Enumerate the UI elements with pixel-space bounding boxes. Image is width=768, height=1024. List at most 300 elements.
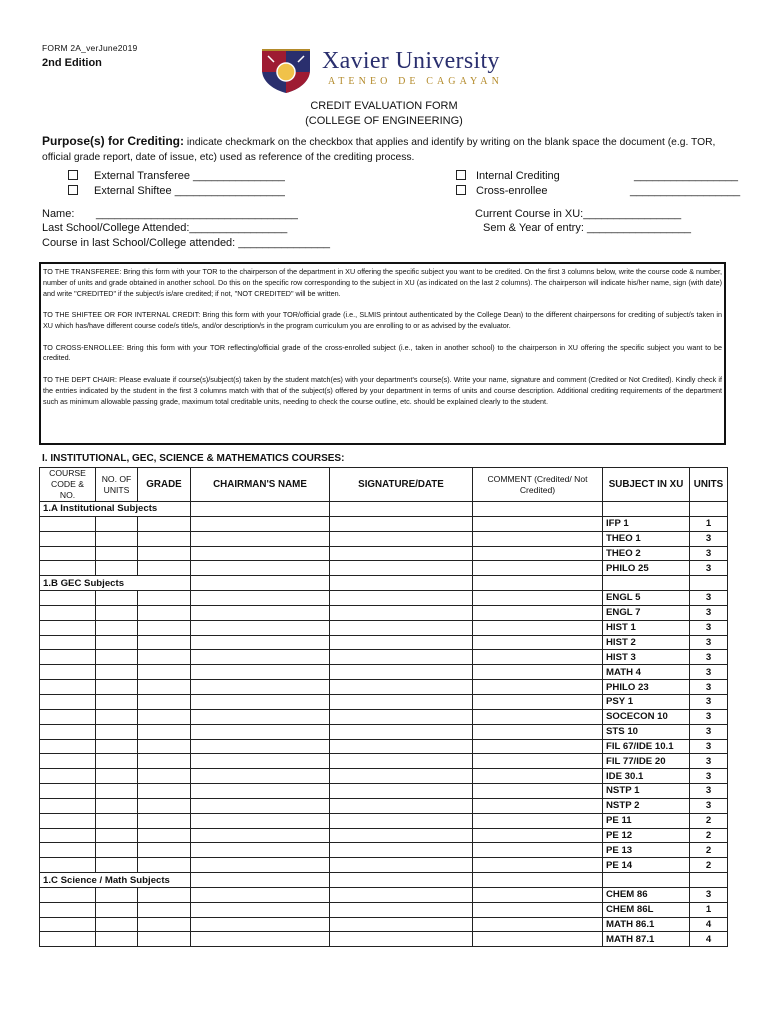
subject-in-xu-cell: MATH 4 bbox=[603, 665, 690, 680]
units-cell: 3 bbox=[690, 739, 728, 754]
chairman-cell[interactable] bbox=[191, 694, 330, 709]
comment-cell[interactable] bbox=[473, 754, 603, 769]
signature-cell[interactable] bbox=[330, 798, 473, 813]
comment-cell[interactable] bbox=[473, 873, 603, 888]
table-row bbox=[40, 798, 728, 813]
grade-cell[interactable] bbox=[138, 917, 191, 932]
subject-in-xu-cell: THEO 2 bbox=[603, 546, 690, 561]
university-subtitle: ATENEO DE CAGAYAN bbox=[328, 76, 503, 87]
grade-cell[interactable] bbox=[138, 798, 191, 813]
signature-cell[interactable] bbox=[330, 546, 473, 561]
no-units-cell[interactable] bbox=[96, 754, 138, 769]
course-code-cell[interactable] bbox=[40, 694, 96, 709]
col-subject-xu: SUBJECT IN XU bbox=[603, 468, 690, 502]
units-cell: 3 bbox=[690, 531, 728, 546]
course-code-cell[interactable] bbox=[40, 754, 96, 769]
grade-cell[interactable] bbox=[138, 620, 191, 635]
chairman-cell[interactable] bbox=[191, 724, 330, 739]
col-chairman: CHAIRMAN'S NAME bbox=[191, 468, 330, 502]
name-field[interactable]: _________________________________ bbox=[96, 208, 298, 220]
internal-crediting-checkbox[interactable] bbox=[456, 170, 466, 180]
course-code-cell[interactable] bbox=[40, 724, 96, 739]
signature-cell[interactable] bbox=[330, 754, 473, 769]
course-last-school-field[interactable]: Course in last School/College attended: _______________ bbox=[42, 237, 331, 249]
col-signature: SIGNATURE/DATE bbox=[330, 468, 473, 502]
subject-in-xu-cell: FIL 77/IDE 20 bbox=[603, 754, 690, 769]
signature-cell[interactable] bbox=[330, 739, 473, 754]
table-row bbox=[40, 858, 728, 873]
grade-cell[interactable] bbox=[138, 709, 191, 724]
chairman-cell[interactable] bbox=[191, 635, 330, 650]
chairman-cell[interactable] bbox=[191, 887, 330, 902]
course-code-cell[interactable] bbox=[40, 784, 96, 799]
no-units-cell[interactable] bbox=[96, 828, 138, 843]
group-label: 1.B GEC Subjects bbox=[40, 576, 138, 591]
units-cell: 3 bbox=[690, 798, 728, 813]
comment-cell[interactable] bbox=[473, 724, 603, 739]
course-code-cell[interactable] bbox=[40, 887, 96, 902]
grade-cell[interactable] bbox=[138, 739, 191, 754]
no-units-cell[interactable] bbox=[96, 798, 138, 813]
grade-cell[interactable] bbox=[138, 902, 191, 917]
col-grade: GRADE bbox=[138, 468, 191, 502]
university-logo bbox=[258, 48, 540, 94]
signature-cell[interactable] bbox=[330, 828, 473, 843]
college-title: (COLLEGE OF ENGINEERING) bbox=[305, 115, 463, 127]
subject-in-xu-cell: HIST 1 bbox=[603, 620, 690, 635]
table-row bbox=[40, 680, 728, 695]
comment-cell[interactable] bbox=[473, 887, 603, 902]
chairman-cell[interactable] bbox=[191, 858, 330, 873]
no-units-cell[interactable] bbox=[96, 635, 138, 650]
purpose-section bbox=[42, 134, 732, 165]
table-row bbox=[40, 932, 728, 947]
signature-cell[interactable] bbox=[330, 502, 473, 517]
table-row bbox=[40, 902, 728, 917]
chairman-cell[interactable] bbox=[191, 709, 330, 724]
comment-cell[interactable] bbox=[473, 576, 603, 591]
no-units-cell[interactable] bbox=[96, 902, 138, 917]
signature-cell[interactable] bbox=[330, 769, 473, 784]
crest-icon bbox=[258, 48, 314, 94]
chairman-cell[interactable] bbox=[191, 873, 330, 888]
cross-enrollee-blank[interactable]: __________________ bbox=[630, 185, 741, 197]
grade-cell[interactable] bbox=[138, 887, 191, 902]
signature-cell[interactable] bbox=[330, 858, 473, 873]
no-units-cell[interactable] bbox=[96, 680, 138, 695]
grade-cell[interactable] bbox=[138, 769, 191, 784]
course-code-cell[interactable] bbox=[40, 650, 96, 665]
comment-cell[interactable] bbox=[473, 709, 603, 724]
chairman-cell[interactable] bbox=[191, 813, 330, 828]
table-row bbox=[40, 709, 728, 724]
units-cell: 3 bbox=[690, 784, 728, 799]
grade-cell[interactable] bbox=[138, 724, 191, 739]
comment-cell[interactable] bbox=[473, 665, 603, 680]
units-cell: 2 bbox=[690, 858, 728, 873]
subject-in-xu-cell: NSTP 1 bbox=[603, 784, 690, 799]
comment-cell[interactable] bbox=[473, 813, 603, 828]
table-row bbox=[40, 576, 728, 591]
units-cell: 3 bbox=[690, 650, 728, 665]
comment-cell[interactable] bbox=[473, 828, 603, 843]
grade-cell[interactable] bbox=[138, 576, 191, 591]
option-cross-enrollee[interactable] bbox=[456, 185, 548, 197]
course-code-cell[interactable] bbox=[40, 605, 96, 620]
comment-cell[interactable] bbox=[473, 739, 603, 754]
cross-enrollee-label: Cross-enrollee bbox=[476, 185, 548, 197]
subject-in-xu-cell: PE 12 bbox=[603, 828, 690, 843]
no-units-cell[interactable] bbox=[96, 591, 138, 606]
units-cell: 1 bbox=[690, 516, 728, 531]
no-units-cell[interactable] bbox=[96, 813, 138, 828]
comment-cell[interactable] bbox=[473, 650, 603, 665]
instruction-transferee: TO THE TRANSFEREE: Bring this form with your TOR to the chairperson of the department in XU offering the specific subject you want to be credited. On the first 3 columns below, write the course code & number, number of units and grade obtained in another school. Do this on the specific row corresponding to the subject in XU (as indicated on the last 2 columns). The chairperson will indicate his/her name, sign (with date) and write "CREDITED" if the subject/s is/are credited; if not, "NOT CREDITED" will be written. bbox=[43, 267, 722, 298]
table-row bbox=[40, 917, 728, 932]
chairman-cell[interactable] bbox=[191, 591, 330, 606]
course-code-cell[interactable] bbox=[40, 917, 96, 932]
instruction-shiftee: TO THE SHIFTEE OR FOR INTERNAL CREDIT: Bring this form with your TOR/official grade (i.e., SLMIS printout authenticated by the College Dean) to the different chairpersons for crediting of subject/s taken in XU which has/have different course code/s title/s, and/or description/s in the program curriculum you are enrolling to or as advised by the evaluator. bbox=[43, 310, 722, 331]
cross-enrollee-checkbox[interactable] bbox=[456, 185, 466, 195]
table-row bbox=[40, 561, 728, 576]
table-row bbox=[40, 531, 728, 546]
table-row bbox=[40, 724, 728, 739]
form-title: CREDIT EVALUATION FORM bbox=[310, 100, 458, 112]
sem-year-field[interactable]: Sem & Year of entry: _________________ bbox=[483, 222, 691, 234]
signature-cell[interactable] bbox=[330, 650, 473, 665]
chairman-cell[interactable] bbox=[191, 531, 330, 546]
comment-cell[interactable] bbox=[473, 769, 603, 784]
no-units-cell[interactable] bbox=[96, 858, 138, 873]
table-row bbox=[40, 843, 728, 858]
section-title: I. INSTITUTIONAL, GEC, SCIENCE & MATHEMATICS COURSES: bbox=[42, 453, 345, 464]
purpose-text: indicate checkmark on the checkbox that applies and identify by writing on the blank space the document (e.g. TOR, official grade report, date of issue, etc) used as reference of the crediting process. bbox=[42, 137, 716, 163]
chairman-cell[interactable] bbox=[191, 650, 330, 665]
table-row bbox=[40, 694, 728, 709]
grade-cell[interactable] bbox=[138, 665, 191, 680]
no-units-cell[interactable] bbox=[96, 709, 138, 724]
units-cell: 3 bbox=[690, 754, 728, 769]
comment-cell[interactable] bbox=[473, 917, 603, 932]
signature-cell[interactable] bbox=[330, 724, 473, 739]
signature-cell[interactable] bbox=[330, 531, 473, 546]
comment-cell[interactable] bbox=[473, 784, 603, 799]
grade-cell[interactable] bbox=[138, 561, 191, 576]
no-units-cell[interactable] bbox=[96, 739, 138, 754]
course-code-cell[interactable] bbox=[40, 902, 96, 917]
course-code-cell[interactable] bbox=[40, 665, 96, 680]
signature-cell[interactable] bbox=[330, 873, 473, 888]
subject-in-xu-cell: CHEM 86 bbox=[603, 887, 690, 902]
units-cell: 3 bbox=[690, 694, 728, 709]
subject-in-xu-cell: PHILO 25 bbox=[603, 561, 690, 576]
grade-cell[interactable] bbox=[138, 531, 191, 546]
signature-cell[interactable] bbox=[330, 605, 473, 620]
comment-cell[interactable] bbox=[473, 516, 603, 531]
chairman-cell[interactable] bbox=[191, 680, 330, 695]
grade-cell[interactable] bbox=[138, 635, 191, 650]
course-code-cell[interactable] bbox=[40, 516, 96, 531]
chairman-cell[interactable] bbox=[191, 902, 330, 917]
course-code-cell[interactable] bbox=[40, 546, 96, 561]
signature-cell[interactable] bbox=[330, 635, 473, 650]
crediting-table bbox=[39, 467, 728, 947]
units-cell: 3 bbox=[690, 709, 728, 724]
chairman-cell[interactable] bbox=[191, 784, 330, 799]
signature-cell[interactable] bbox=[330, 917, 473, 932]
instruction-cross-enrollee: TO CROSS-ENROLLEE: Bring this form with your TOR reflecting/official grade of the cross-enrolled subject (i.e., taken in another school) to the chairperson in XU offering the specific subject you want to be credited. bbox=[43, 342, 722, 363]
no-units-cell[interactable] bbox=[96, 917, 138, 932]
subject-in-xu-cell: HIST 2 bbox=[603, 635, 690, 650]
grade-cell[interactable] bbox=[138, 754, 191, 769]
chairman-cell[interactable] bbox=[191, 917, 330, 932]
units-cell: 3 bbox=[690, 546, 728, 561]
course-code-cell[interactable] bbox=[40, 635, 96, 650]
chairman-cell[interactable] bbox=[191, 739, 330, 754]
subject-in-xu-cell: HIST 3 bbox=[603, 650, 690, 665]
subject-in-xu-cell: MATH 87.1 bbox=[603, 932, 690, 947]
internal-crediting-blank[interactable]: _________________ bbox=[634, 170, 739, 182]
no-units-cell[interactable] bbox=[96, 605, 138, 620]
units-cell: 3 bbox=[690, 591, 728, 606]
subject-in-xu-cell bbox=[603, 873, 690, 888]
signature-cell[interactable] bbox=[330, 784, 473, 799]
course-code-cell[interactable] bbox=[40, 932, 96, 947]
no-units-cell[interactable] bbox=[96, 665, 138, 680]
option-internal-crediting[interactable] bbox=[456, 170, 560, 182]
signature-cell[interactable] bbox=[330, 665, 473, 680]
external-shiftee-checkbox[interactable] bbox=[68, 185, 78, 195]
course-code-cell[interactable] bbox=[40, 739, 96, 754]
table-row bbox=[40, 784, 728, 799]
external-transferee-checkbox[interactable] bbox=[68, 170, 78, 180]
subject-in-xu-cell: ENGL 7 bbox=[603, 605, 690, 620]
signature-cell[interactable] bbox=[330, 576, 473, 591]
signature-cell[interactable] bbox=[330, 813, 473, 828]
external-transferee-label: External Transferee _______________ bbox=[94, 170, 285, 182]
no-units-cell[interactable] bbox=[96, 531, 138, 546]
chairman-cell[interactable] bbox=[191, 576, 330, 591]
course-code-cell[interactable] bbox=[40, 561, 96, 576]
table-row bbox=[40, 502, 728, 517]
signature-cell[interactable] bbox=[330, 932, 473, 947]
comment-cell[interactable] bbox=[473, 932, 603, 947]
current-course-field[interactable]: Current Course in XU:________________ bbox=[475, 208, 682, 220]
no-units-cell[interactable] bbox=[96, 516, 138, 531]
subject-in-xu-cell: PHILO 23 bbox=[603, 680, 690, 695]
subject-in-xu-cell: ENGL 5 bbox=[603, 591, 690, 606]
col-units: UNITS bbox=[690, 468, 728, 502]
signature-cell[interactable] bbox=[330, 902, 473, 917]
no-units-cell[interactable] bbox=[96, 561, 138, 576]
table-row bbox=[40, 591, 728, 606]
no-units-cell[interactable] bbox=[96, 694, 138, 709]
grade-cell[interactable] bbox=[138, 680, 191, 695]
subject-in-xu-cell: MATH 86.1 bbox=[603, 917, 690, 932]
units-cell: 3 bbox=[690, 680, 728, 695]
name-label: Name: bbox=[42, 208, 75, 220]
chairman-cell[interactable] bbox=[191, 665, 330, 680]
subject-in-xu-cell: CHEM 86L bbox=[603, 902, 690, 917]
col-course-code: COURSE CODE & NO. bbox=[40, 468, 96, 502]
units-cell: 3 bbox=[690, 605, 728, 620]
no-units-cell[interactable] bbox=[96, 620, 138, 635]
subject-in-xu-cell: PE 11 bbox=[603, 813, 690, 828]
course-code-cell[interactable] bbox=[40, 843, 96, 858]
chairman-cell[interactable] bbox=[191, 828, 330, 843]
table-row bbox=[40, 635, 728, 650]
no-units-cell[interactable] bbox=[96, 932, 138, 947]
subject-in-xu-cell: NSTP 2 bbox=[603, 798, 690, 813]
comment-cell[interactable] bbox=[473, 591, 603, 606]
course-code-cell[interactable] bbox=[40, 531, 96, 546]
comment-cell[interactable] bbox=[473, 680, 603, 695]
grade-cell[interactable] bbox=[138, 858, 191, 873]
comment-cell[interactable] bbox=[473, 561, 603, 576]
group-label: 1.C Science / Math Subjects bbox=[40, 873, 138, 888]
table-row bbox=[40, 873, 728, 888]
course-code-cell[interactable] bbox=[40, 709, 96, 724]
option-external-shiftee[interactable] bbox=[68, 185, 285, 197]
course-code-cell[interactable] bbox=[40, 680, 96, 695]
chairman-cell[interactable] bbox=[191, 620, 330, 635]
grade-cell[interactable] bbox=[138, 932, 191, 947]
units-cell: 3 bbox=[690, 887, 728, 902]
signature-cell[interactable] bbox=[330, 620, 473, 635]
table-row bbox=[40, 546, 728, 561]
table-row bbox=[40, 739, 728, 754]
comment-cell[interactable] bbox=[473, 531, 603, 546]
table-row bbox=[40, 516, 728, 531]
option-external-transferee[interactable] bbox=[68, 170, 285, 182]
grade-cell[interactable] bbox=[138, 843, 191, 858]
grade-cell[interactable] bbox=[138, 694, 191, 709]
university-name: Xavier University bbox=[322, 48, 500, 74]
no-units-cell[interactable] bbox=[96, 843, 138, 858]
grade-cell[interactable] bbox=[138, 813, 191, 828]
comment-cell[interactable] bbox=[473, 902, 603, 917]
course-code-cell[interactable] bbox=[40, 620, 96, 635]
course-code-cell[interactable] bbox=[40, 828, 96, 843]
chairman-cell[interactable] bbox=[191, 769, 330, 784]
table-row bbox=[40, 620, 728, 635]
subject-in-xu-cell: THEO 1 bbox=[603, 531, 690, 546]
no-units-cell[interactable] bbox=[96, 769, 138, 784]
grade-cell[interactable] bbox=[138, 591, 191, 606]
external-shiftee-label: External Shiftee __________________ bbox=[94, 185, 285, 197]
form-id: FORM 2A_verJune2019 bbox=[42, 43, 138, 53]
table-row bbox=[40, 813, 728, 828]
chairman-cell[interactable] bbox=[191, 516, 330, 531]
instructions-box bbox=[39, 262, 726, 445]
grade-cell[interactable] bbox=[138, 784, 191, 799]
comment-cell[interactable] bbox=[473, 635, 603, 650]
signature-cell[interactable] bbox=[330, 680, 473, 695]
chairman-cell[interactable] bbox=[191, 754, 330, 769]
chairman-cell[interactable] bbox=[191, 546, 330, 561]
subject-in-xu-cell: PE 14 bbox=[603, 858, 690, 873]
col-no-units: NO. OF UNITS bbox=[96, 468, 138, 502]
comment-cell[interactable] bbox=[473, 858, 603, 873]
chairman-cell[interactable] bbox=[191, 932, 330, 947]
course-code-cell[interactable] bbox=[40, 798, 96, 813]
signature-cell[interactable] bbox=[330, 694, 473, 709]
table-row bbox=[40, 605, 728, 620]
comment-cell[interactable] bbox=[473, 546, 603, 561]
grade-cell[interactable] bbox=[138, 650, 191, 665]
course-code-cell[interactable] bbox=[40, 591, 96, 606]
grade-cell[interactable] bbox=[138, 546, 191, 561]
signature-cell[interactable] bbox=[330, 843, 473, 858]
units-cell: 2 bbox=[690, 828, 728, 843]
subject-in-xu-cell: STS 10 bbox=[603, 724, 690, 739]
table-row bbox=[40, 754, 728, 769]
comment-cell[interactable] bbox=[473, 798, 603, 813]
subject-in-xu-cell: SOCECON 10 bbox=[603, 709, 690, 724]
no-units-cell[interactable] bbox=[96, 650, 138, 665]
units-cell: 3 bbox=[690, 724, 728, 739]
signature-cell[interactable] bbox=[330, 591, 473, 606]
no-units-cell[interactable] bbox=[96, 784, 138, 799]
units-cell: 3 bbox=[690, 620, 728, 635]
grade-cell[interactable] bbox=[138, 828, 191, 843]
comment-cell[interactable] bbox=[473, 843, 603, 858]
signature-cell[interactable] bbox=[330, 709, 473, 724]
instruction-dept-chair: TO THE DEPT CHAIR: Please evaluate if course(s)/subject(s) taken by the student match(es) with your department's course(s). Write your name, signature and comment (Credited or Not Credited). Kindly check if the entries indicated by the student in the first 3 columns match with that of the subject(s) offered by your department in terms of units and course description. Additional crediting requirements of the department such as minimum allowable passing grade, maximum total creditable units, needing to check the course outline, etc. should be explained clearly to the student. bbox=[43, 374, 722, 406]
subject-in-xu-cell: IDE 30.1 bbox=[603, 769, 690, 784]
comment-cell[interactable] bbox=[473, 694, 603, 709]
units-cell bbox=[690, 873, 728, 888]
chairman-cell[interactable] bbox=[191, 843, 330, 858]
table-row bbox=[40, 650, 728, 665]
chairman-cell[interactable] bbox=[191, 561, 330, 576]
units-cell bbox=[690, 502, 728, 517]
units-cell: 4 bbox=[690, 917, 728, 932]
no-units-cell[interactable] bbox=[96, 887, 138, 902]
course-code-cell[interactable] bbox=[40, 858, 96, 873]
signature-cell[interactable] bbox=[330, 516, 473, 531]
last-school-field[interactable]: Last School/College Attended:________________ bbox=[42, 222, 288, 234]
table-body bbox=[40, 502, 728, 947]
no-units-cell[interactable] bbox=[96, 546, 138, 561]
table-row bbox=[40, 769, 728, 784]
units-cell: 3 bbox=[690, 769, 728, 784]
subject-in-xu-cell: IFP 1 bbox=[603, 516, 690, 531]
comment-cell[interactable] bbox=[473, 620, 603, 635]
chairman-cell[interactable] bbox=[191, 798, 330, 813]
course-code-cell[interactable] bbox=[40, 813, 96, 828]
no-units-cell[interactable] bbox=[96, 724, 138, 739]
signature-cell[interactable] bbox=[330, 887, 473, 902]
comment-cell[interactable] bbox=[473, 502, 603, 517]
units-cell: 1 bbox=[690, 902, 728, 917]
chairman-cell[interactable] bbox=[191, 605, 330, 620]
edition-label: 2nd Edition bbox=[42, 57, 102, 69]
subject-in-xu-cell: PE 13 bbox=[603, 843, 690, 858]
grade-cell[interactable] bbox=[138, 605, 191, 620]
course-code-cell[interactable] bbox=[40, 769, 96, 784]
subject-in-xu-cell: PSY 1 bbox=[603, 694, 690, 709]
units-cell: 3 bbox=[690, 561, 728, 576]
internal-crediting-label: Internal Crediting bbox=[476, 170, 560, 182]
table-row bbox=[40, 828, 728, 843]
subject-in-xu-cell bbox=[603, 502, 690, 517]
col-comment: COMMENT (Credited/ Not Credited) bbox=[473, 468, 603, 502]
comment-cell[interactable] bbox=[473, 605, 603, 620]
chairman-cell[interactable] bbox=[191, 502, 330, 517]
grade-cell[interactable] bbox=[138, 516, 191, 531]
signature-cell[interactable] bbox=[330, 561, 473, 576]
